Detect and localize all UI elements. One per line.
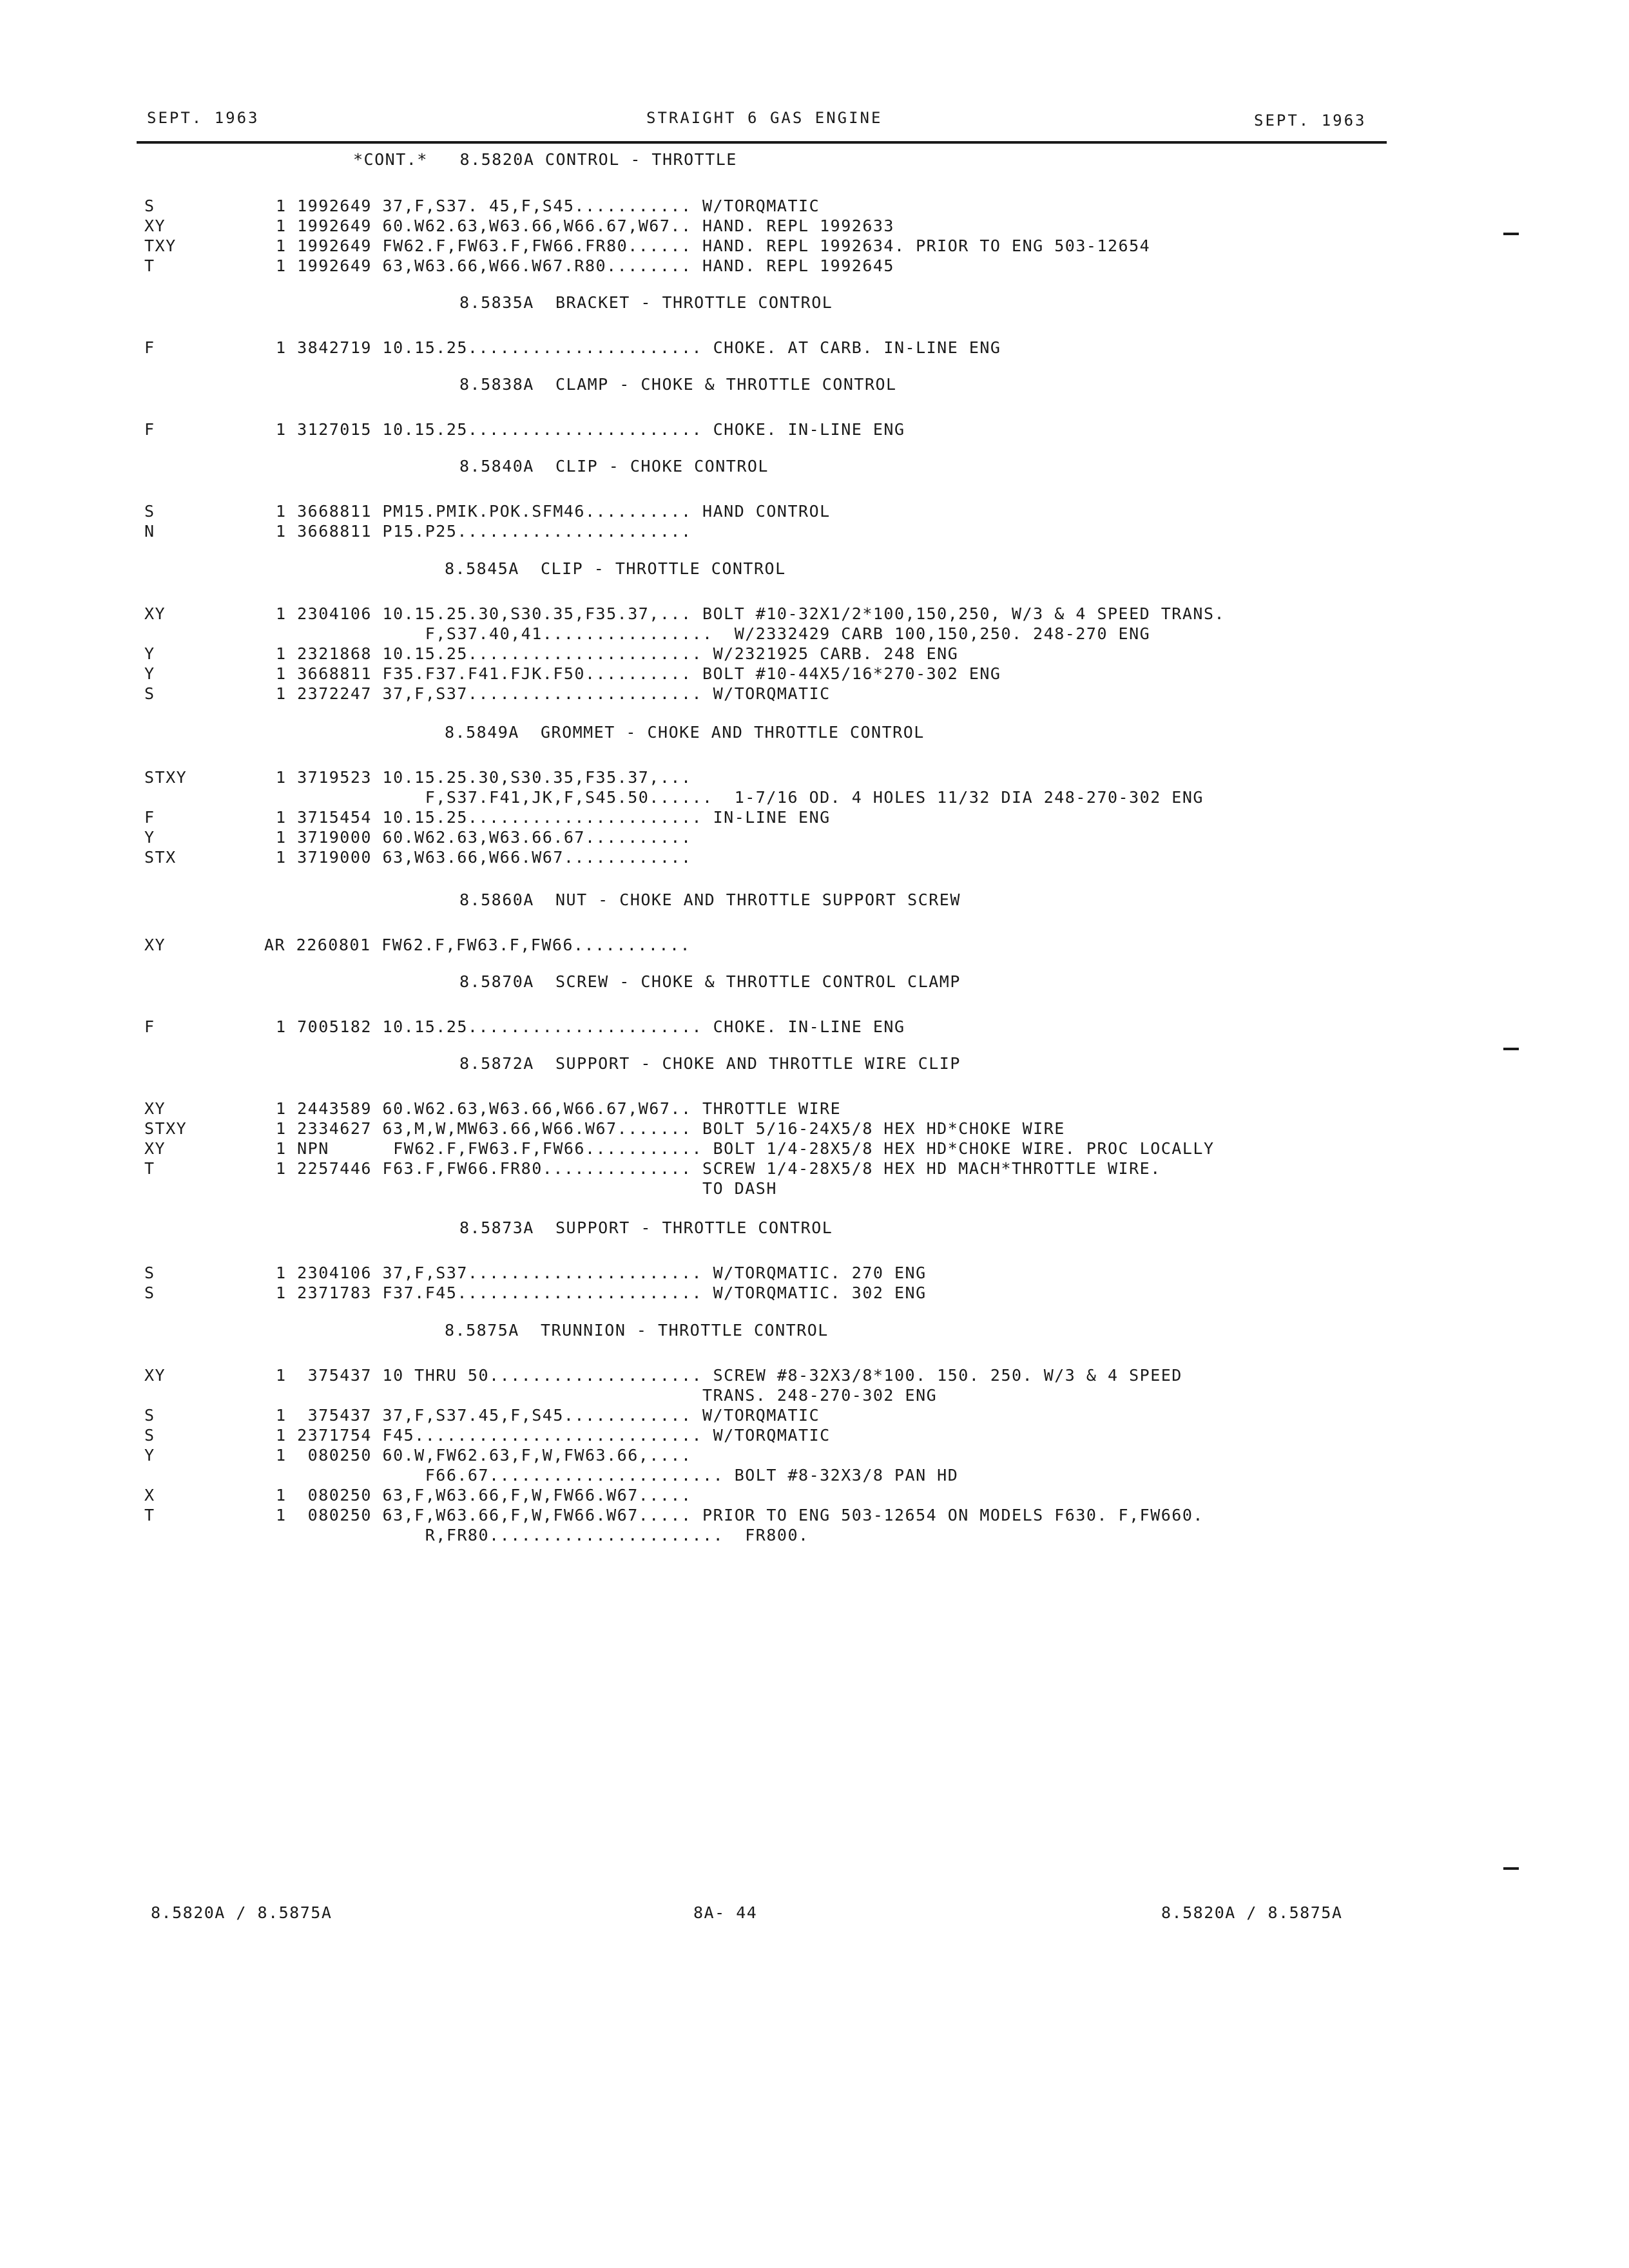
row-model-code: STXY <box>144 1119 188 1138</box>
row-model-code: X <box>144 1486 155 1504</box>
footer-ref-left: 8.5820A / 8.5875A <box>151 1903 333 1922</box>
section-title: 8.5849A GROMMET - CHOKE AND THROTTLE CONTROL <box>445 723 925 742</box>
row-part-entry: TRANS. 248-270-302 ENG <box>276 1386 938 1405</box>
row-part-entry: 1 2304106 10.15.25.30,S30.35,F35.37,... BOLT #10-32X1/2*100,150,250, W/3 & 4 SPEED TRANS. <box>276 604 1226 623</box>
row-part-entry: 1 3127015 10.15.25...................... CHOKE. IN-LINE ENG <box>276 420 905 439</box>
row-model-code: S <box>144 197 155 215</box>
row-model-code: S <box>144 1426 155 1445</box>
row-model-code: T <box>144 256 155 275</box>
header-rule <box>137 141 1387 144</box>
row-part-entry: F66.67...................... BOLT #8-32X3/8 PAN HD <box>276 1466 959 1485</box>
section-title: 8.5835A BRACKET - THROTTLE CONTROL <box>459 293 833 312</box>
row-part-entry: 1 3715454 10.15.25...................... IN-LINE ENG <box>276 808 831 827</box>
row-part-entry: 1 NPN FW62.F,FW63.F,FW66........... BOLT 1/4-28X5/8 HEX HD*CHOKE WIRE. PROC LOCALLY <box>276 1139 1215 1158</box>
row-model-code: N <box>144 522 155 541</box>
row-model-code: F <box>144 1017 155 1036</box>
row-part-entry: 1 2321868 10.15.25...................... W/2321925 CARB. 248 ENG <box>276 644 959 663</box>
section-title: 8.5845A CLIP - THROTTLE CONTROL <box>445 559 786 578</box>
row-part-entry: 1 1992649 FW62.F,FW63.F,FW66.FR80...... HAND. REPL 1992634. PRIOR TO ENG 503-12654 <box>276 236 1151 255</box>
margin-mark <box>1503 233 1519 235</box>
row-model-code: S <box>144 502 155 521</box>
row-part-entry: 1 2371754 F45........................... W/TORQMATIC <box>276 1426 831 1445</box>
row-part-entry: 1 2334627 63,M,W,MW63.66,W66.W67....... BOLT 5/16-24X5/8 HEX HD*CHOKE WIRE <box>276 1119 1065 1138</box>
section-title: *CONT.* 8.5820A CONTROL - THROTTLE <box>353 150 737 169</box>
row-model-code: STX <box>144 848 177 867</box>
row-part-entry: F,S37.40,41................ W/2332429 CARB 100,150,250. 248-270 ENG <box>276 624 1151 643</box>
margin-mark <box>1503 1867 1519 1870</box>
row-part-entry: 1 375437 10 THRU 50.................... SCREW #8-32X3/8*100. 150. 250. W/3 & 4 SPEED <box>276 1366 1182 1385</box>
header-title: STRAIGHT 6 GAS ENGINE <box>646 109 883 127</box>
row-part-entry: 1 3842719 10.15.25...................... CHOKE. AT CARB. IN-LINE ENG <box>276 338 1001 357</box>
row-model-code: Y <box>144 828 155 847</box>
row-part-entry: 1 080250 63,F,W63.66,F,W,FW66.W67..... <box>276 1486 692 1504</box>
section-title: 8.5875A TRUNNION - THROTTLE CONTROL <box>445 1321 829 1340</box>
row-model-code: S <box>144 1406 155 1425</box>
row-part-entry: 1 3668811 F35.F37.F41.FJK.F50.......... BOLT #10-44X5/16*270-302 ENG <box>276 664 1001 683</box>
row-part-entry: F,S37.F41,JK,F,S45.50...... 1-7/16 OD. 4 HOLES 11/32 DIA 248-270-302 ENG <box>276 788 1204 807</box>
row-model-code: F <box>144 420 155 439</box>
row-part-entry: 1 3668811 PM15.PMIK.POK.SFM46.......... HAND CONTROL <box>276 502 831 521</box>
row-part-entry: 1 3719000 63,W63.66,W66.W67............ <box>276 848 692 867</box>
row-part-entry: 1 1992649 60.W62.63,W63.66,W66.67,W67.. HAND. REPL 1992633 <box>276 216 894 235</box>
section-title: 8.5872A SUPPORT - CHOKE AND THROTTLE WIRE CLIP <box>459 1054 961 1073</box>
row-model-code: XY <box>144 604 166 623</box>
row-part-entry: 1 2257446 F63.F,FW66.FR80.............. SCREW 1/4-28X5/8 HEX HD MACH*THROTTLE WIRE. <box>276 1159 1161 1178</box>
row-model-code: Y <box>144 1446 155 1465</box>
footer-ref-right: 8.5820A / 8.5875A <box>1161 1903 1343 1922</box>
row-model-code: XY <box>144 1139 166 1158</box>
row-model-code: T <box>144 1506 155 1524</box>
row-part-entry: AR 2260801 FW62.F,FW63.F,FW66........... <box>264 936 691 954</box>
header-date-right: SEPT. 1963 <box>1254 111 1367 130</box>
row-part-entry: 1 080250 63,F,W63.66,F,W,FW66.W67..... PRIOR TO ENG 503-12654 ON MODELS F630. F,FW660. <box>276 1506 1204 1524</box>
row-model-code: Y <box>144 644 155 663</box>
row-model-code: T <box>144 1159 155 1178</box>
row-part-entry: 1 2371783 F37.F45....................... W/TORQMATIC. 302 ENG <box>276 1283 927 1302</box>
row-part-entry: 1 3719000 60.W62.63,W63.66.67.......... <box>276 828 692 847</box>
row-part-entry: 1 080250 60.W,FW62.63,F,W,FW63.66,.... <box>276 1446 692 1465</box>
header-date-left: SEPT. 1963 <box>147 109 260 127</box>
row-part-entry: 1 1992649 37,F,S37. 45,F,S45........... W/TORQMATIC <box>276 197 820 215</box>
row-model-code: XY <box>144 936 166 954</box>
section-title: 8.5840A CLIP - CHOKE CONTROL <box>459 457 769 476</box>
row-model-code: XY <box>144 216 166 235</box>
row-part-entry: R,FR80...................... FR800. <box>276 1526 809 1544</box>
row-model-code: S <box>144 684 155 703</box>
row-model-code: S <box>144 1264 155 1282</box>
row-model-code: TXY <box>144 236 177 255</box>
row-part-entry: TO DASH <box>276 1179 777 1198</box>
row-part-entry: 1 2372247 37,F,S37...................... W/TORQMATIC <box>276 684 831 703</box>
row-part-entry: 1 3668811 P15.P25...................... <box>276 522 692 541</box>
row-model-code: XY <box>144 1366 166 1385</box>
row-model-code: STXY <box>144 768 188 787</box>
row-model-code: XY <box>144 1099 166 1118</box>
margin-mark <box>1503 1048 1519 1050</box>
footer-page-number: 8A- 44 <box>693 1903 758 1922</box>
row-model-code: F <box>144 338 155 357</box>
section-title: 8.5870A SCREW - CHOKE & THROTTLE CONTROL CLAMP <box>459 972 961 991</box>
row-part-entry: 1 2443589 60.W62.63,W63.66,W66.67,W67.. THROTTLE WIRE <box>276 1099 842 1118</box>
row-part-entry: 1 375437 37,F,S37.45,F,S45............ W/TORQMATIC <box>276 1406 820 1425</box>
section-title: 8.5860A NUT - CHOKE AND THROTTLE SUPPORT SCREW <box>459 890 961 909</box>
row-part-entry: 1 1992649 63,W63.66,W66.W67.R80........ HAND. REPL 1992645 <box>276 256 894 275</box>
row-part-entry: 1 2304106 37,F,S37...................... W/TORQMATIC. 270 ENG <box>276 1264 927 1282</box>
row-part-entry: 1 3719523 10.15.25.30,S30.35,F35.37,... <box>276 768 692 787</box>
row-model-code: S <box>144 1283 155 1302</box>
row-part-entry: 1 7005182 10.15.25...................... CHOKE. IN-LINE ENG <box>276 1017 905 1036</box>
row-model-code: Y <box>144 664 155 683</box>
section-title: 8.5838A CLAMP - CHOKE & THROTTLE CONTROL <box>459 375 897 394</box>
row-model-code: F <box>144 808 155 827</box>
section-title: 8.5873A SUPPORT - THROTTLE CONTROL <box>459 1218 833 1237</box>
